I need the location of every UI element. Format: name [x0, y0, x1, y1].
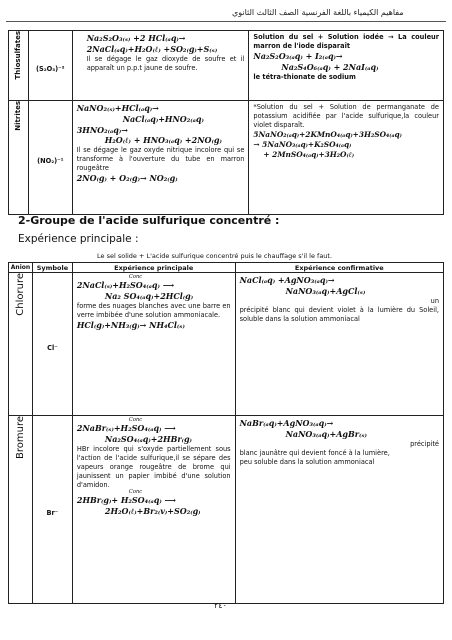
principal-cell — [72, 31, 249, 101]
header-title: مفاهيم الكيمياء باللغة الفرنسية الصف الثالث الثانوي — [232, 8, 404, 17]
equation: NaNO₂₍ₛ₎+HCl₍ₐq₎→ — [76, 103, 159, 113]
symbol-cell — [32, 273, 72, 416]
instruction-text: Le sel solide + L'acide sulfurique concentré puis le chauffage s'il le faut. — [97, 252, 333, 260]
col-header-principale: Expérience principale — [72, 263, 235, 273]
equation: 2NO₍g₎ + O₂₍g₎→ NO₂₍g₎ — [76, 173, 178, 184]
conc-label: Conc — [128, 489, 143, 496]
symbol-nitrites: (NO₂)⁻¹ — [37, 157, 64, 165]
anion-label-thiosulfates: Thiosulfates — [14, 31, 23, 80]
table-row-chlorure — [9, 273, 444, 416]
equation: 2NaCl₍ₐq₎+H₂O₍ℓ₎ +SO₂₍g₎+S₍ₛ₎ — [86, 43, 218, 54]
page-header — [0, 8, 452, 20]
symbol-chlorure: Cl⁻ — [47, 343, 58, 352]
table-row-thiosulfates — [9, 31, 444, 101]
equation: 2NaBr₍ₛ₎+H₂SO₄₍ₐq₎ ⟶ — [76, 423, 176, 434]
header-divider — [6, 21, 446, 22]
equation: Na₂S₂O₃₍ₐq₎ + I₂₍ₐq₎→ — [253, 51, 343, 62]
col-header-symbole: Symbole — [32, 263, 72, 273]
confirmative-title: Solution du sel + Solution iodée → La couleur marron de l'iode disparaît — [253, 33, 439, 51]
anion-label-chlorure: Chlorure — [14, 273, 26, 316]
symbol-bromure: Br⁻ — [46, 509, 59, 517]
description: forme des nuages blanches avec une barre en verre imbibée d'une solution ammoniacale. — [76, 301, 231, 319]
equation: 2H₂O₍ℓ₎+Br₂₍v₎+SO₂₍g₎ — [104, 506, 201, 517]
equation: 3HNO₂₍ₐq₎→ — [76, 124, 128, 135]
equation: NaBr₍ₐq₎+AgNO₃₍ₐq₎→ — [239, 418, 334, 428]
anion-cell — [9, 273, 33, 416]
equation: Na₂S₄O₆₍ₐq₎ + 2NaI₍ₐq₎ — [281, 61, 379, 72]
equation: 5NaNO₂₍ₐq₎+2KMnO₄₍ₐq₎+3H₂SO₄₍ₐq₎ — [253, 130, 402, 140]
equation: NaNO₃₍ₐq₎+AgBr₍ₛ₎ — [285, 428, 367, 439]
confirmative-text: blanc jaunâtre qui devient foncé à la lumière, — [239, 448, 390, 457]
confirmative-cell — [249, 101, 444, 215]
symbol-thiosulfates: (S₂O₃)⁻² — [36, 65, 65, 73]
page-number: ٢٤٠ — [214, 601, 227, 610]
anion-cell — [9, 101, 29, 215]
description: Il se dégage le gaz oxyde nitrique incolore qui se transforme à l'ouverture du tube en marron rougeâtre — [76, 146, 245, 173]
principal-cell — [72, 416, 235, 604]
header-row — [9, 263, 444, 273]
top-table — [8, 30, 444, 215]
equation: Na₂SO₄₍ₐq₎+2HBr₍g₎ — [104, 434, 192, 444]
equation: NaCl₍ₐq₎+HNO₂₍ₐq₎ — [122, 113, 204, 124]
principal-cell — [72, 101, 249, 215]
conc-label: Conc — [128, 417, 143, 423]
confirmative-text: précipité blanc qui devient violet à la lumière du Soleil, soluble dans la solution ammoniacal — [239, 305, 439, 323]
confirmative-cell — [249, 31, 444, 101]
confirmative-note: le tétra-thionate de sodium — [253, 72, 356, 81]
confirmative-cell — [235, 416, 443, 604]
symbol-cell — [32, 416, 72, 604]
description: HBr incolore qui s'oxyde partiellement sous l'action de l'acide sulfurique,il se sépare des vapeurs orange rougeâtre de brome qui jaunissent un papier imbibé d'une solution d'amidon. — [76, 444, 231, 490]
table-row-bromure — [9, 416, 444, 604]
equation: H₂O₍ℓ₎ + HNO₃₍ₐq₎ +2NO₍g₎ — [104, 135, 222, 146]
confirmative-cell — [235, 273, 443, 416]
anion-cell — [9, 416, 33, 604]
section-subtitle: Expérience principale : — [18, 233, 139, 245]
anion-label-nitrites: Nitrites — [14, 101, 23, 131]
symbol-cell — [28, 101, 72, 215]
confirmative-word: un — [430, 296, 439, 305]
anion-cell — [9, 31, 29, 101]
equation: 2NaCl₍ₛ₎+H₂SO₄₍ₐq₎ ⟶ — [76, 280, 175, 291]
equation: NaNO₃₍ₐq₎+AgCl₍ₛ₎ — [285, 285, 366, 296]
equation: HCl₍g₎+NH₃₍g₎→ NH₄Cl₍ₛ₎ — [76, 319, 185, 330]
col-header-confirmative: Expérience confirmative — [235, 263, 443, 273]
equation: + 2MnSO₄₍ₐq₎+3H₂O₍ℓ₎ — [263, 150, 355, 160]
principal-cell — [72, 273, 235, 416]
anion-label-bromure: Bromure — [14, 416, 26, 459]
equation: → 5NaNO₃₍ₐq₎+K₂SO₄₍ₐq₎ — [253, 140, 352, 150]
confirmative-word: précipité — [410, 439, 439, 448]
bottom-table — [8, 262, 444, 604]
section-title: 2-Groupe de l'acide sulfurique concentré : — [18, 214, 280, 227]
equation: Na₂ SO₄₍ₐq₎+2HCl₍g₎ — [104, 291, 194, 301]
description: Il se dégage le gaz dioxyde de soufre et il apparaît un p.p.t jaune de soufre. — [86, 54, 245, 72]
table-row-nitrites — [9, 101, 444, 215]
confirmative-text: peu soluble dans la solution ammoniacal — [239, 457, 375, 466]
col-header-anion: Anion — [9, 263, 33, 273]
equation: Na₂S₂O₃₍ₛ₎ +2 HCl₍ₐq₎→ — [86, 33, 186, 43]
symbol-cell — [28, 31, 72, 101]
equation: NaCl₍ₐq₎ +AgNO₃₍ₐq₎→ — [239, 275, 335, 285]
confirmative-text: *Solution du sel + Solution de permanganate de potassium acidifiée par l'acide sulfurique,la couleur violet disparaît. — [253, 103, 439, 130]
equation: 2HBr₍g₎+ H₂SO₄₍ₐq₎ ⟶ — [76, 495, 177, 506]
conc-label: Conc — [128, 274, 143, 280]
